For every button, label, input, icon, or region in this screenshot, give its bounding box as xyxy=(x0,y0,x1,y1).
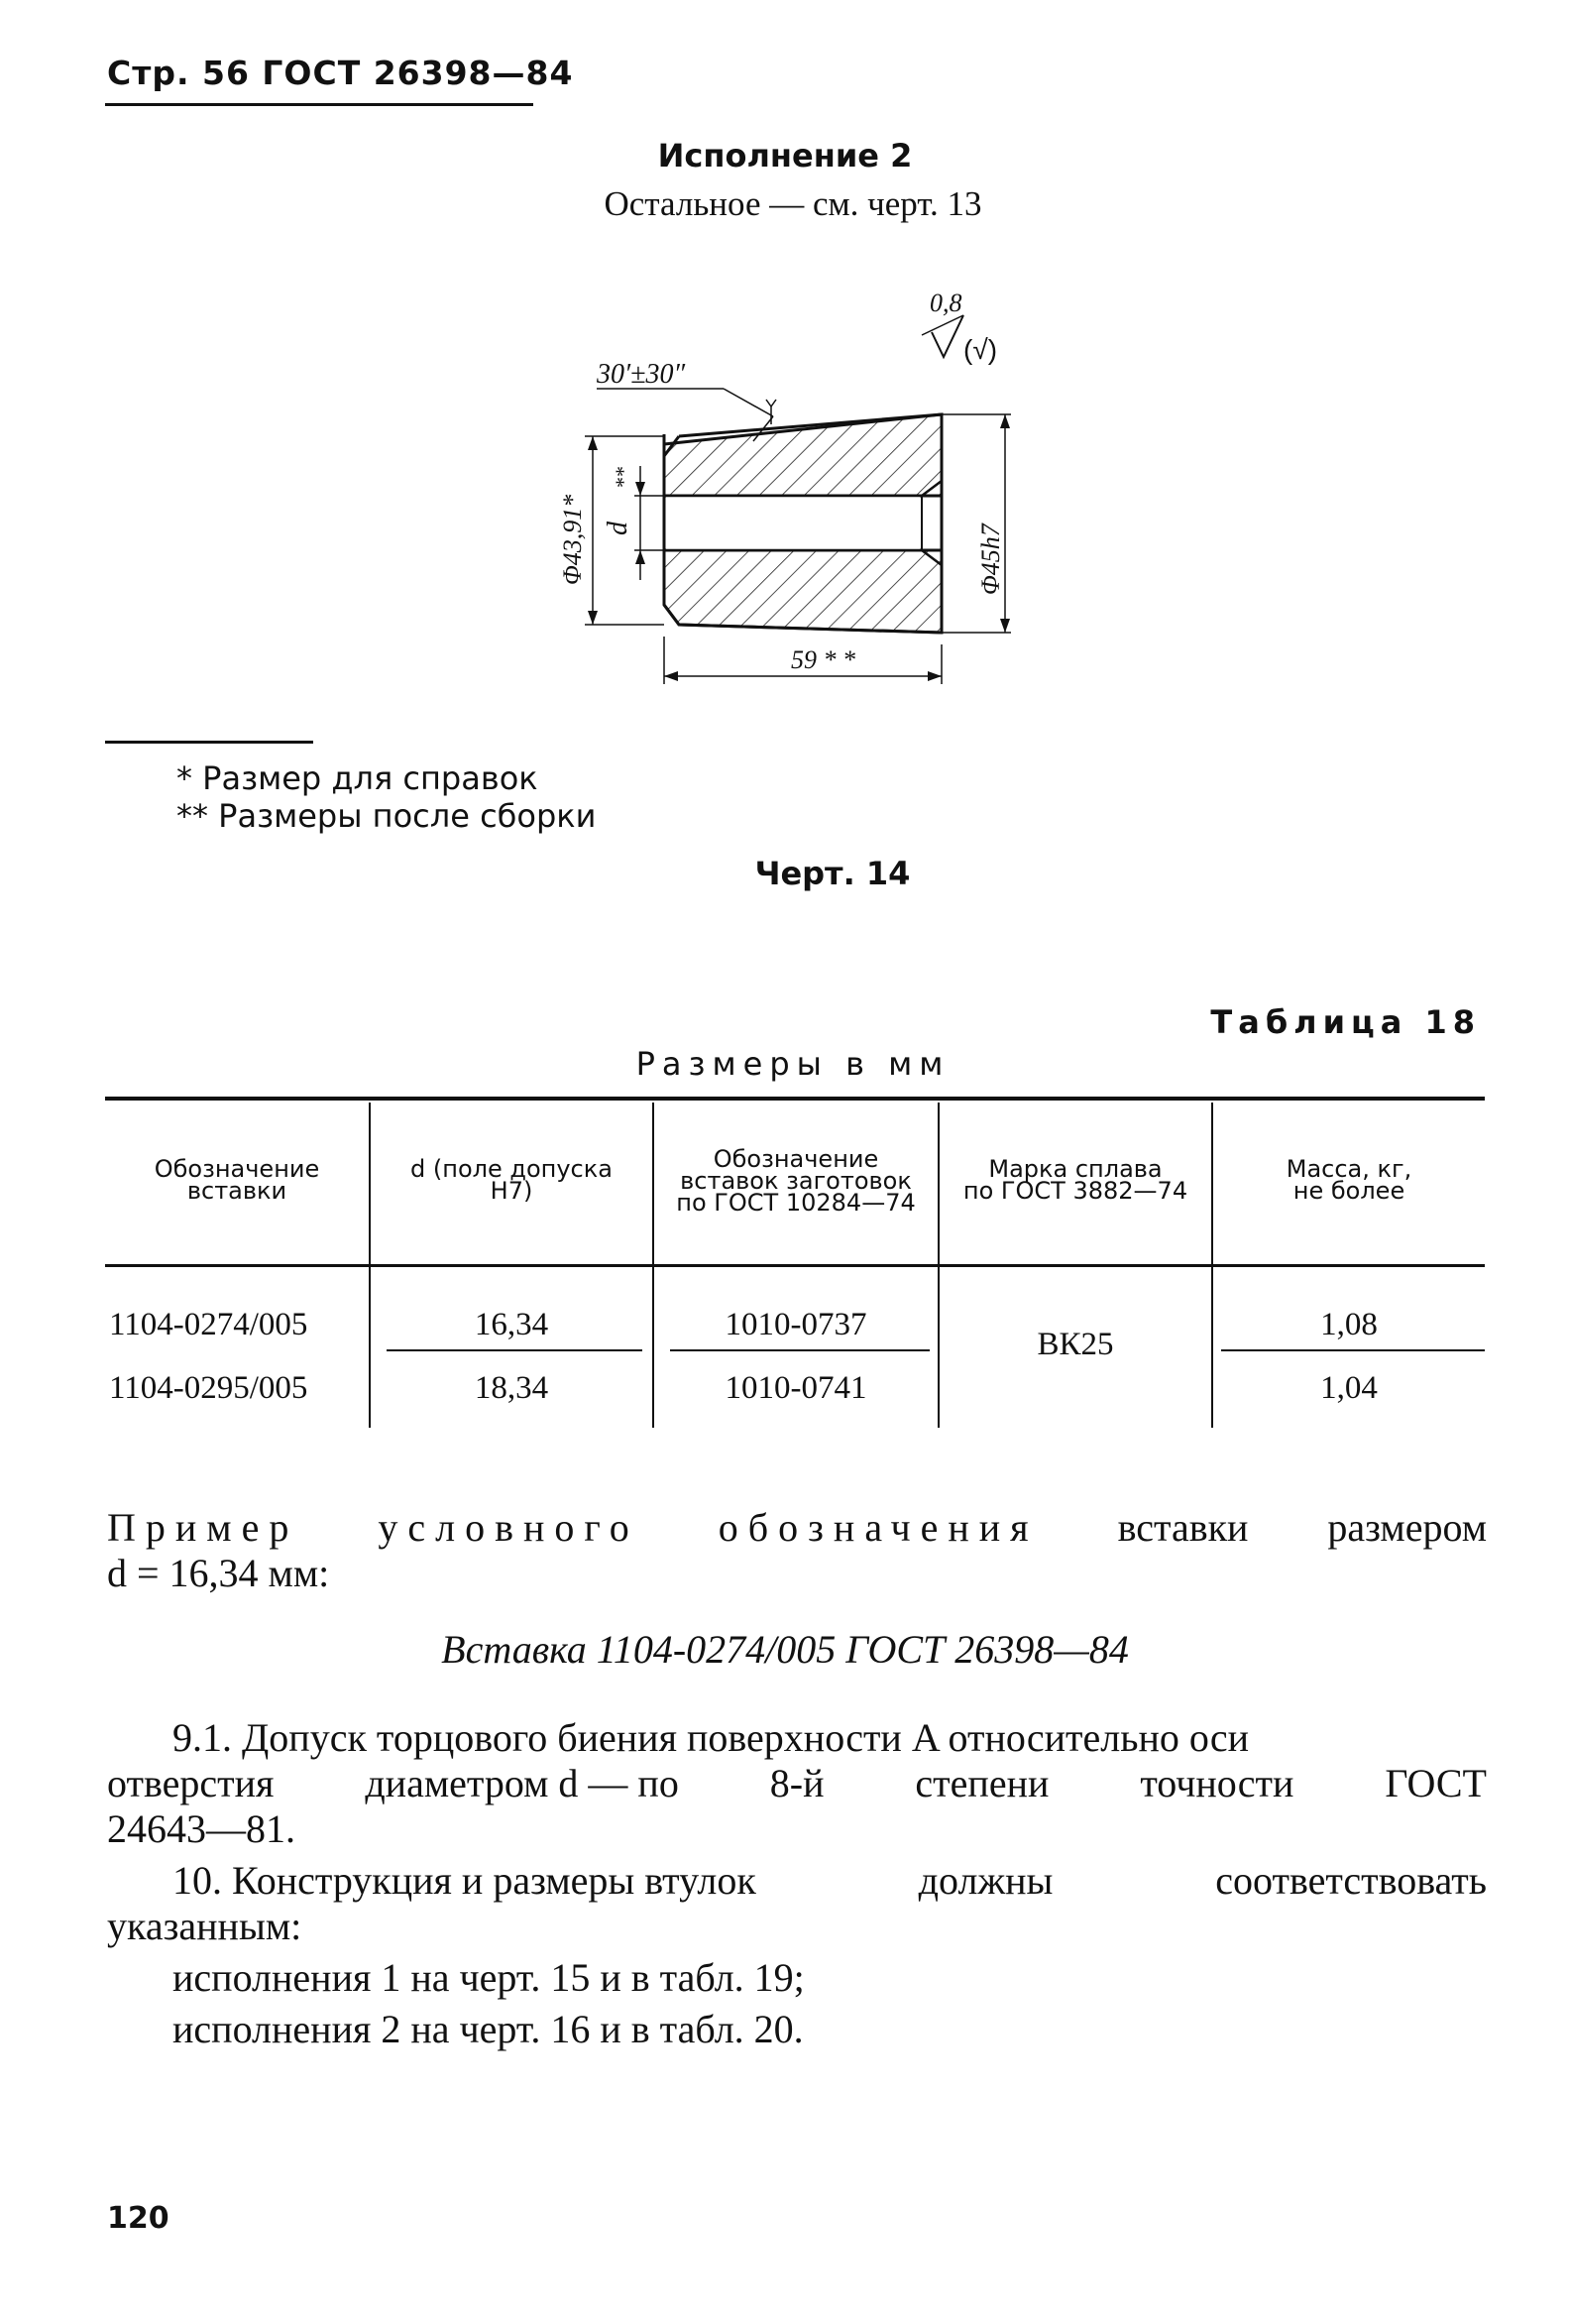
table-col-divider xyxy=(938,1103,940,1428)
angle-dimension: 30′±30″ xyxy=(597,359,686,390)
lower-section xyxy=(664,550,942,633)
cell-designation: 1104-0295/005 xyxy=(109,1370,308,1406)
roughness-other: (√) xyxy=(963,334,998,365)
length-dimension: 59 * * xyxy=(791,645,855,674)
footnote-assembly: ** Размеры после сборки xyxy=(176,797,597,835)
right-diameter: Φ45h7 xyxy=(976,523,1005,595)
row-rule xyxy=(1221,1349,1485,1351)
cell-blank: 1010-0741 xyxy=(725,1370,867,1406)
page-header: Стр. 56 ГОСТ 26398—84 xyxy=(107,54,574,92)
list-item: исполнения 2 на черт. 16 и в табл. 20. xyxy=(172,2007,804,2051)
table-top-rule xyxy=(105,1097,1485,1101)
cell-bore: 18,34 xyxy=(474,1370,549,1406)
header-mass: Масса, кг, не более xyxy=(1286,1155,1412,1205)
example-word: обозначения xyxy=(718,1505,1039,1550)
paragraph-10: 10. Конструкция и размеры втулок должны соответствовать xyxy=(172,1858,1487,1903)
table-label: Таблица 18 xyxy=(1210,1003,1481,1041)
header-alloy-grade: Марка сплава по ГОСТ 3882—74 xyxy=(962,1155,1188,1205)
paragraph-10-line2: указанным: xyxy=(107,1904,302,1948)
cell-designation: 1104-0274/005 xyxy=(109,1307,308,1342)
row-rule xyxy=(670,1349,930,1351)
example-rest: вставки размером xyxy=(1117,1505,1488,1550)
cell-alloy: ВК25 xyxy=(1037,1327,1114,1362)
header-blank-designation: Обозначение вставок заготовок по ГОСТ 10284—74 xyxy=(676,1145,916,1217)
bore-mark: ** xyxy=(611,466,635,488)
technical-drawing xyxy=(515,268,1070,704)
example-designation: Вставка 1104-0274/005 ГОСТ 26398—84 xyxy=(441,1627,1129,1672)
left-diameter: Φ43,91* xyxy=(558,494,587,585)
list-item: исполнения 1 на черт. 15 и в табл. 19; xyxy=(172,1955,805,2000)
table-units: Размеры в мм xyxy=(635,1045,951,1083)
row-rule xyxy=(387,1349,642,1351)
header-designation: Обозначение вставки xyxy=(154,1155,320,1205)
bore-label: d xyxy=(603,522,633,535)
cell-mass: 1,04 xyxy=(1320,1370,1378,1406)
table-header-rule xyxy=(105,1264,1485,1267)
roughness-value: 0,8 xyxy=(930,289,962,317)
figure-caption: Черт. 14 xyxy=(754,855,911,892)
cell-bore: 16,34 xyxy=(474,1307,549,1342)
example-word: условного xyxy=(378,1505,639,1550)
variant-title: Исполнение 2 xyxy=(657,137,913,174)
header-rule xyxy=(105,103,533,106)
header-bore-tolerance: d (поле допуска H7) xyxy=(410,1155,613,1205)
example-heading xyxy=(107,1505,1487,1551)
paragraph-9-1-line3: 24643—81. xyxy=(107,1806,295,1851)
paragraph-9-1-line2: отверстия диаметром d — по 8-й степени точности ГОСТ xyxy=(107,1761,1487,1805)
variant-subtitle: Остальное — см. черт. 13 xyxy=(604,184,982,223)
page-number: 120 xyxy=(107,2201,169,2236)
cell-mass: 1,08 xyxy=(1320,1307,1378,1342)
footnote-rule xyxy=(105,741,313,744)
paragraph-9-1: 9.1. Допуск торцового биения поверхности A относительно оси xyxy=(172,1715,1250,1760)
example-line2: d = 16,34 мм: xyxy=(107,1551,330,1595)
cell-blank: 1010-0737 xyxy=(725,1307,867,1342)
footnote-reference: * Размер для справок xyxy=(176,759,538,797)
example-word: Пример xyxy=(107,1505,299,1550)
